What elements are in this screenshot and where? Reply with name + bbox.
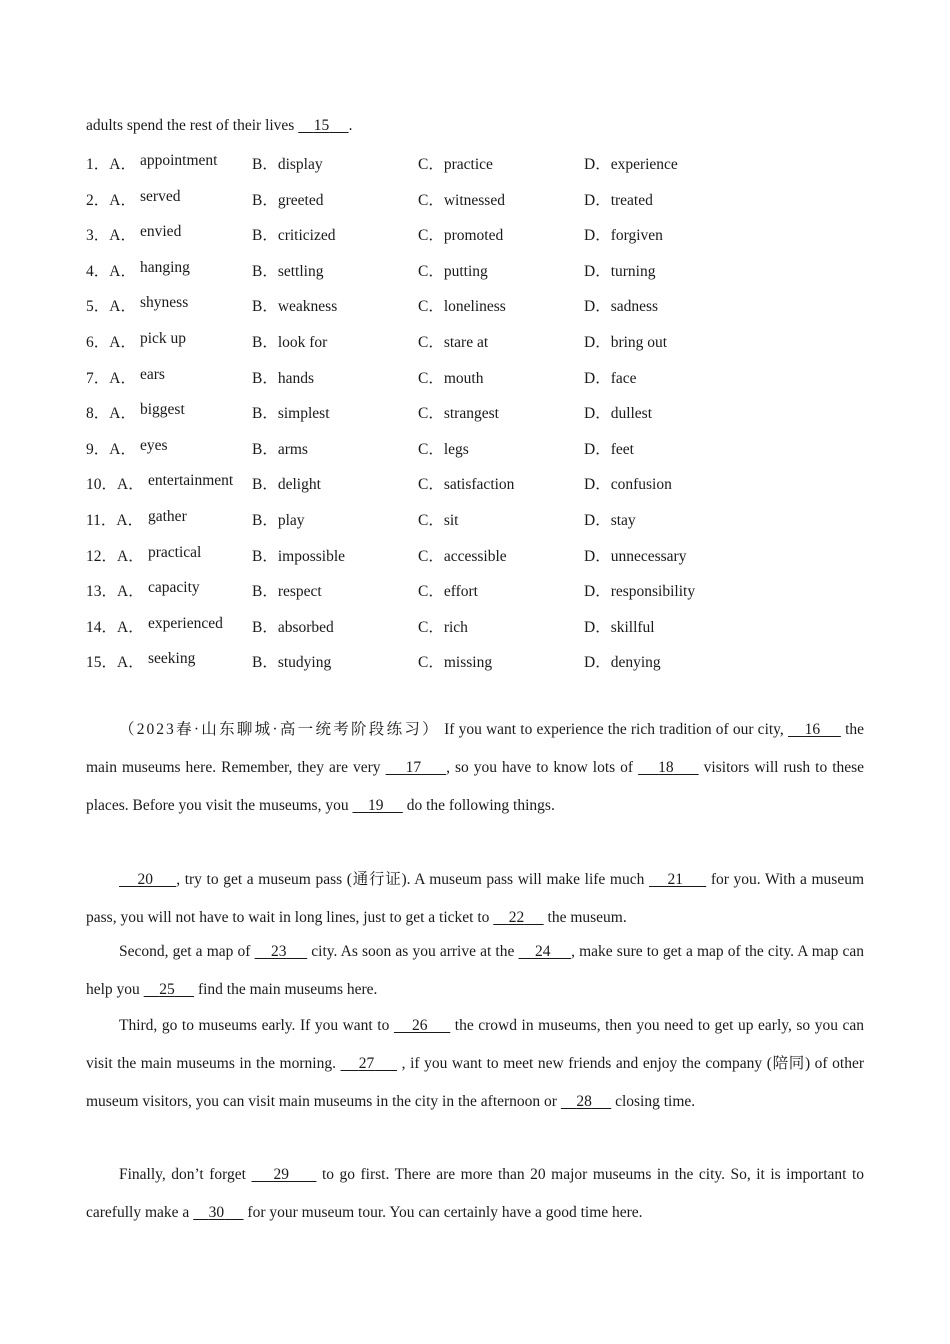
source-note: （2023春·山东聊城·高一统考阶段练习） (119, 721, 440, 738)
blank-22: 22 (508, 909, 525, 926)
option-d: D．treated (584, 191, 653, 209)
question-number: 8．A． (86, 405, 136, 423)
option-b: B．arms (252, 440, 308, 458)
question-row (86, 294, 886, 316)
option-a: practical (148, 543, 202, 561)
blank-25: 25 (159, 981, 175, 998)
question-number: 12．A． (86, 547, 144, 565)
option-c: C．promoted (418, 227, 504, 245)
blank-17: 17 (405, 759, 422, 776)
question-number: 7．A． (86, 369, 136, 387)
option-d: D．sadness (584, 298, 659, 316)
option-a: shyness (140, 294, 189, 312)
option-b: B．look for (252, 334, 328, 351)
option-b: B．absorbed (252, 618, 334, 636)
passage-continuation-line: adults spend the rest of their lives 15 . (86, 117, 353, 134)
question-number: 9．A． (86, 440, 136, 458)
question-row (86, 615, 886, 637)
question-row (86, 366, 886, 388)
option-a: eyes (140, 436, 168, 454)
option-a: capacity (148, 579, 200, 597)
blank-23: 23 (271, 943, 287, 960)
option-c: C．practice (418, 156, 493, 173)
question-row (86, 223, 886, 245)
option-d: D．unnecessary (584, 547, 687, 565)
blank-19: 19 (367, 797, 384, 814)
option-b: B．play (252, 512, 305, 529)
question-row (86, 152, 886, 174)
option-a: envied (140, 223, 182, 241)
question-number: 15．A． (86, 654, 144, 672)
blank-18: 18 (658, 759, 674, 776)
option-b: B．criticized (252, 227, 336, 245)
option-d: D．dullest (584, 405, 653, 423)
question-number: 6．A． (86, 334, 136, 351)
option-d: D．experience (584, 156, 678, 173)
passage-paragraph-4: Third, go to museums early. If you want to 26 the crowd in museums, then you need to get up early, so you can visit the main museums in the morning. 27 , if you want to meet new friends and enjoy the company (陪同) of other museum visitors, you can visit main museums in the city in the afternoon or 28 closing time. (86, 1017, 865, 1110)
question-row (86, 330, 886, 352)
question-number: 3．A． (86, 227, 136, 245)
option-d: D．turning (584, 262, 656, 280)
option-a: experienced (148, 614, 223, 632)
blank-29: 29 (273, 1166, 289, 1183)
option-b: B．delight (252, 476, 321, 494)
question-number: 14．A． (86, 618, 144, 636)
option-b: B．studying (252, 654, 332, 672)
question-row (86, 259, 886, 281)
blank-30: 30 (208, 1204, 225, 1221)
option-c: C．stare at (418, 334, 489, 351)
option-c: C．satisfaction (418, 476, 515, 494)
blank-20: 20 (137, 871, 154, 888)
question-number: 2．A． (86, 191, 136, 209)
option-b: B．greeted (252, 191, 324, 209)
question-row (86, 508, 886, 530)
question-row (86, 401, 886, 423)
option-b: B．respect (252, 583, 322, 601)
question-number: 1．A． (86, 156, 136, 173)
blank-24: 24 (534, 943, 551, 960)
option-c: C．sit (418, 512, 459, 529)
blank-15: 15 (313, 117, 330, 134)
question-number: 10．A． (86, 476, 144, 494)
option-d: D．stay (584, 512, 636, 529)
blank-28: 28 (576, 1093, 592, 1110)
option-d: D．responsibility (584, 583, 696, 601)
option-c: C．loneliness (418, 298, 506, 316)
question-row (86, 188, 886, 210)
option-d: D．confusion (584, 476, 672, 494)
option-d: D．face (584, 369, 637, 387)
option-d: D．feet (584, 440, 634, 458)
question-row (86, 437, 886, 459)
option-a: hanging (140, 258, 190, 276)
blank-21: 21 (667, 871, 684, 888)
option-b: B．simplest (252, 405, 330, 423)
option-a: biggest (140, 401, 185, 419)
question-number: 4．A． (86, 262, 136, 280)
option-d: D．skillful (584, 618, 655, 636)
option-c: C．rich (418, 618, 468, 636)
option-d: D．forgiven (584, 227, 663, 245)
question-row (86, 579, 886, 601)
passage-paragraph-2: 20 , try to get a museum pass (通行证). A museum pass will make life much 21 for you. With a museum pass, you will not have to wait in long lines, just to get a ticket to 22 the museum. (86, 871, 865, 926)
passage-paragraph-3: Second, get a map of 23 city. As soon as you arrive at the 24 , make sure to get a map of the city. A map can help you 25 find the main museums here. (86, 943, 865, 998)
option-c: C．effort (418, 583, 478, 601)
option-b: B．impossible (252, 547, 346, 565)
option-a: gather (148, 508, 187, 525)
question-number: 5．A． (86, 298, 136, 316)
option-a: ears (140, 365, 165, 383)
option-c: C．strangest (418, 405, 499, 423)
option-c: C．putting (418, 262, 488, 280)
option-a: served (140, 187, 181, 205)
option-a: pick up (140, 330, 187, 347)
blank-27: 27 (358, 1055, 375, 1072)
option-a: seeking (148, 650, 196, 668)
blank-26: 26 (412, 1017, 428, 1034)
option-c: C．accessible (418, 547, 507, 565)
blank-16: 16 (804, 721, 821, 738)
question-row (86, 544, 886, 566)
question-row (86, 650, 886, 672)
option-c: C．missing (418, 654, 493, 672)
option-c: C．legs (418, 440, 469, 458)
option-d: D．denying (584, 654, 661, 672)
question-number: 13．A． (86, 583, 144, 601)
option-d: D．bring out (584, 334, 668, 351)
option-c: C．witnessed (418, 191, 505, 209)
option-b: B．display (252, 156, 323, 173)
question-number: 11．A． (86, 512, 144, 529)
question-row (86, 472, 886, 494)
option-b: B．weakness (252, 298, 338, 316)
option-b: B．hands (252, 369, 315, 387)
option-b: B．settling (252, 262, 324, 280)
option-a: appointment (140, 152, 218, 169)
option-a: entertainment (148, 472, 234, 490)
option-c: C．mouth (418, 369, 484, 387)
passage-paragraph-1: （2023春·山东聊城·高一统考阶段练习） If you want to experience the rich tradition of our city, 16 the main museums here. Remember, they are very 17 , so you have to know lots of 18 visitors will rush to these places. Before you visit the museums, you 19 do the following things. (86, 721, 865, 814)
passage-paragraph-5: Finally, don’t forget 29 to go first. There are more than 20 major museums in the city. So, it is important to carefully make a 30 for your museum tour. You can certainly have a good time here. (86, 1166, 865, 1221)
